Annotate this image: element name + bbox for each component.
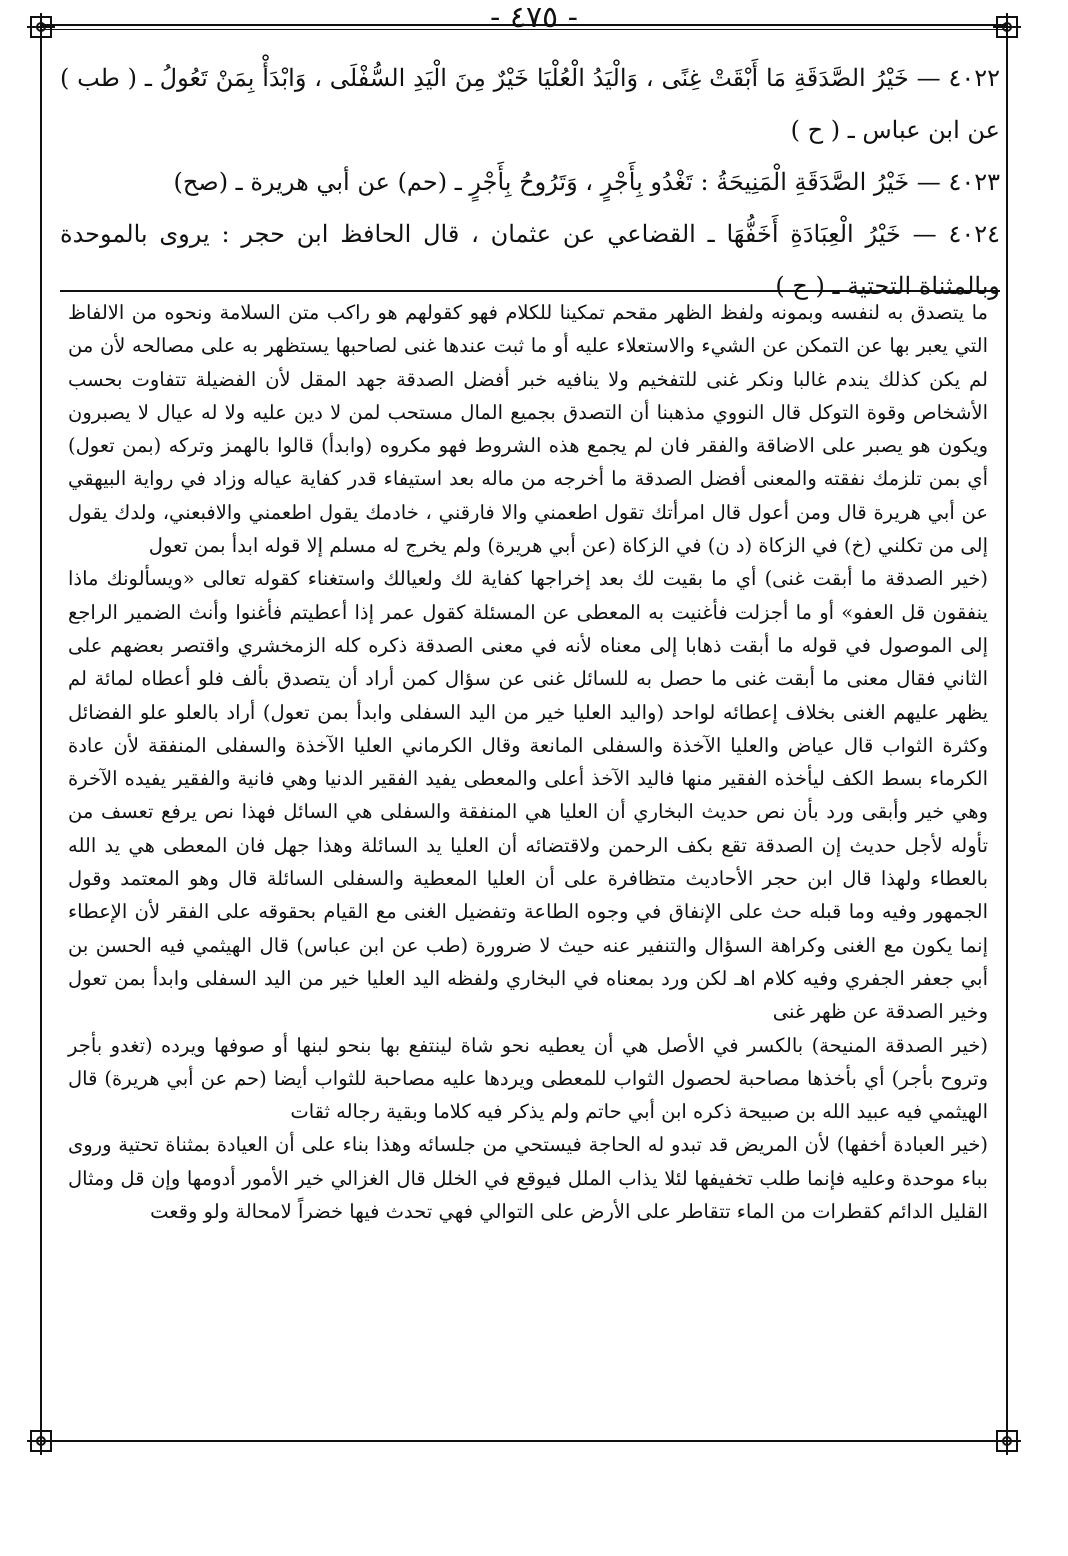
- commentary-paragraph: (خير الصدقة ما أبقت غنى) أي ما بقيت لك بعد إخراجها كفاية لك ولعيالك واستغناء كقوله تعالى «ويسألونك ماذا ينفقون قل العفو» أو ما أجزلت فأغنيت به المعطى عن المسئلة كقول عمر إذا أعطيتم فأغنوا وأنث الضمير الراجع إلى الموصول في قوله ما أبقت ذهابا إلى معناه لأنه في معنى الصدقة ذكره كله الزمخشري واقتصر بعضهم على الثاني فقال معنى ما أبقت غنى ما حصل به للسائل غنى عن سؤال كمن أراد أن يتصدق بألف فلو أعطاه لمائة لم يظهر عليهم الغنى بخلاف إعطائه لواحد (واليد العليا خير من اليد السفلى وابدأ بمن تعول) أراد بالعلو علو الفضائل وكثرة الثواب قال عياض والعليا الآخذة والسفلى المانعة وقال الكرماني العليا الآخذة والسفلى المنفقة لأن عادة الكرماء بسط الكف ليأخذه الفقير منها فاليد الآخذ أعلى والمعطى يفيد الفقير الدنيا وهي فانية والفقير يفيده الآخرة وهي خير وأبقى ورد بأن نص حديث البخاري أن العليا هي المنفقة والسفلى هي السائل فهذا نص يرفع تعسف من تأوله لأجل حديث إن الصدقة تقع بكف الرحمن ولاقتضائه أن العليا يد السائلة وهذا جهل فان المعطى هي يد الله بالعطاء ولهذا قال ابن حجر الأحاديث متظافرة على أن العليا المعطية والسفلى السائلة قال وهو المعتمد وقول الجمهور وفيه وما قبله حث على الإنفاق في وجوه الطاعة وتفضيل الغنى مع القيام بحقوقه على الفقر لأن الإعطاء إنما يكون مع الغنى وكراهة السؤال والتنفير عنه حيث لا ضرورة (طب عن ابن عباس) قال الهيثمي فيه الحسن بن أبي جعفر الجفري وفيه كلام اهـ لكن ورد بمعناه في البخاري ولفظه اليد العليا خير من اليد السفلى وابدأ بمن تعول وخير الصدقة عن ظهر غنى: [68, 567, 988, 1024]
- frame-bottom-rule: [40, 1440, 1008, 1442]
- commentary-paragraph: (خير الصدقة المنيحة) بالكسر في الأصل هي أن يعطيه نحو شاة لينتفع بها بنحو لبنها أو صوفها ويرده (تغدو بأجر وتروح بأجر) أي بأخذها مصاحبة لحصول الثواب للمعطى ويردها عليه مصاحبة للثواب أيضا (حم عن أبي هريرة) قال الهيثمي فيه عبيد الله بن صبيحة ذكره ابن أبي حاتم ولم يذكر فيه كلاما وبقية رجاله ثقات: [68, 1033, 988, 1124]
- commentary-paragraph: ما يتصدق به لنفسه وبمونه ولفظ الظهر مقحم تمكينا للكلام فهو كقولهم هو راكب متن السلامة ونحوه من الالفاظ التي يعبر بها عن التمكن عن الشيء والاستعلاء عليه أو ما ثبت عندها غنى لصاحبها يستظهر به على مصالحه لأن من لم يكن كذلك يندم غالبا ونكر غنى للتفخيم ولا ينافيه خبر أفضل الصدقة جهد المقل لأن الفضيلة تتفاوت بحسب الأشخاص وقوة التوكل قال النووي مذهبنا أن التصدق بجميع المال مستحب لمن لا دين عليه ولا له عيال لا يصبرون ويكون هو يصبر على الاضاقة والفقر فان لم يجمع هذه الشروط فهو مكروه (وابدأ) قالوا بالهمز وتركه (بمن تعول) أي بمن تلزمك نفقته والمعنى أفضل الصدقة ما أخرجه من ماله بعد استيفاء قدر كفاية عياله وزاد في رواية البيهقي عن أبي هريرة قال ومن أعول قال امرأتك تقول اطعمني والا فارقني ، خادمك يقول اطعمني والافبعني، ولدك يقول إلى من تكلني (خ) في الزكاة (د ن) في الزكاة (عن أبي هريرة) ولم يخرج له مسلم إلا قوله ابدأ بمن تعول: [68, 301, 988, 558]
- hadith-entry: ٤٠٢٣ — خَيْرُ الصَّدَقَةِ الْمَنِيحَةُ : تَغْدُو بِأَجْرٍ ، وَتَرُوحُ بِأَجْرٍ ـ (حم) عن أبي هريرة ـ (صح): [173, 168, 1000, 196]
- frame-left-rule: [40, 26, 42, 1442]
- frame-right-rule: [1006, 26, 1008, 1442]
- section-divider: [60, 290, 1000, 292]
- hadith-list: [60, 52, 1000, 312]
- commentary-paragraph: (خير العبادة أخفها) لأن المريض قد تبدو له الحاجة فيستحي من جلسائه وهذا بناء على أن العيادة بمثناة تحتية وروى بباء موحدة وعليه فإنما طلب تخفيفها لئلا يذاب الملل فيوقع في الخلل قال الغزالي خير الأمور أدومها وإن قل ومثال القليل الدائم كقطرات من الماء تتقاطر على الأرض على التوالي فهي تحدث فيها خضراً لامحالة ولو وقعت: [68, 1133, 988, 1224]
- hadith-entry: ٤٠٢٤ — خَيْرُ الْعِبَادَةِ أَخَفُّهَا ـ القضاعي عن عثمان ، قال الحافظ ابن حجر : يروى بالموحدة وبالمثناة التحتية ـ ( ح ): [60, 220, 1000, 300]
- corner-ornament-icon: [992, 1426, 1022, 1456]
- page-number: - ٤٧٥ -: [490, 0, 578, 35]
- hadith-entry: ٤٠٢٢ — خَيْرُ الصَّدَقَةِ مَا أَبْقَتْ غِنًى ، وَالْيَدُ الْعُلْيَا خَيْرٌ مِنَ الْيَدِ السُّفْلَى ، وَابْدَأْ بِمَنْ تَعُولُ ـ ( طب ) عن ابن عباس ـ ( ح ): [60, 64, 1001, 144]
- commentary: [68, 296, 988, 1228]
- corner-ornament-icon: [26, 1426, 56, 1456]
